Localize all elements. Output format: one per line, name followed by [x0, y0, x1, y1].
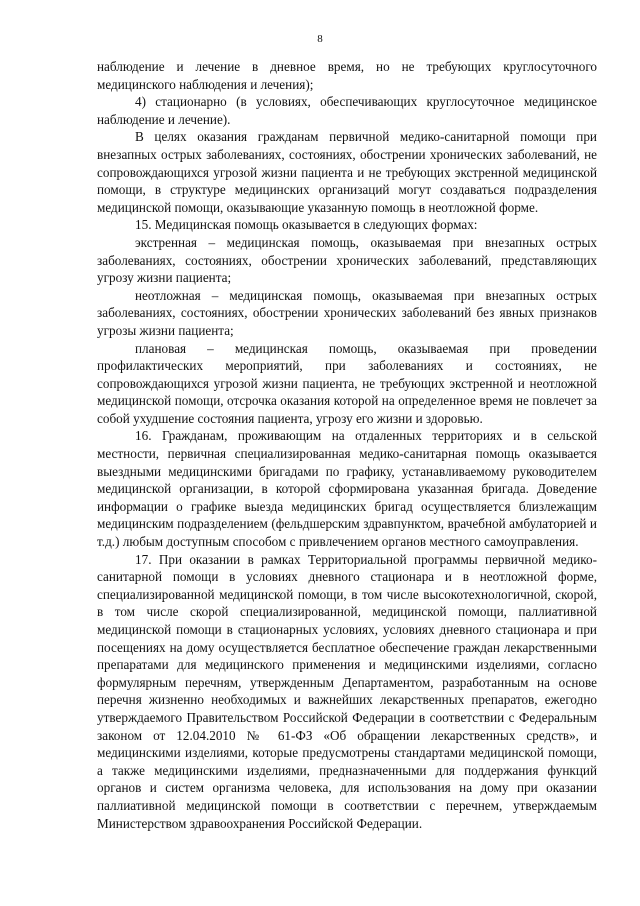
paragraph-urgent-form: неотложная – медицинская помощь, оказываемая при внезапных острых заболеваниях, состояниях, обострении хронических заболеваний без явных признаков угрозы жизни пациента;: [97, 287, 597, 338]
paragraph-emergency-form: экстренная – медицинская помощь, оказываемая при внезапных острых заболеваниях, состояниях, обострении хронических заболеваний, представляющих угрозу жизни пациента;: [97, 234, 597, 286]
paragraph-urgent-care-units: В целях оказания гражданам первичной медико-санитарной помощи при внезапных острых заболеваниях, состояниях, обострении хронических заболеваний, не сопровождающихся угрозой жизни пациента и не требующих экстренной медицинской помощи, в структуре медицинских организаций могут создаваться подразделения медицинской помощи, оказывающие указанную помощь в неотложной форме.: [97, 129, 597, 215]
paragraph-continuation: наблюдение и лечение в дневное время, но не требующих круглосуточного медицинского наблюдения и лечения);: [97, 59, 597, 92]
paragraph-section-17: 17. При оказании в рамках Территориальной программы первичной медико-санитарной помощи в условиях дневного стационара и в неотложной форме, специализированной медицинской помощи, в том числе высокотехнологичной, скорой, в том числе скорой специализированной, медицинской помощи, паллиативной медицинской помощи в стационарных условиях, условиях дневного стационара и при посещениях на дому осуществляется бесплатное обеспечение граждан лекарственными препаратами для медицинского применения и медицинскими изделиями, согласно формулярным перечням, утвержденным Департаментом, разработанным на основе перечня жизненно необходимых и важнейших лекарственных препаратов, ежегодно утверждаемого Правительством Российской Федерации в соответствии с Федеральным законом от 12.04.2010 № 61-ФЗ «Об обращении лекарственных средств», и медицинскими изделиями, которые предусмотрены стандартами медицинской помощи, а также медицинскими изделиями, предназначенными для поддержания функций органов и систем организма человека, для использования на дому при оказании паллиативной медицинской помощи в соответствии с перечнем, утверждаемым Министерством здравоохранения Российской Федерации.: [97, 551, 597, 831]
paragraph-section-16: 16. Гражданам, проживающим на отдаленных территориях и в сельской местности, первичная специализированная медико-санитарная помощь оказывается выездными медицинскими бригадами по графику, устанавливаемому руководителем медицинской организации, в которой сформирована указанная бригада. Доведение информации о графике выезда медицинских бригад осуществляется близлежащим медицинским подразделением (фельдшерским здравпунктом, врачебной амбулаторией и т.д.) любым доступным способом с привлечением органов местного самоуправления.: [97, 428, 597, 550]
paragraph-planned-form: плановая – медицинская помощь, оказываемая при проведении профилактических мероприятий, при заболеваниях и состояниях, не сопровождающихся угрозой жизни пациента, не требующих экстренной и неотложной медицинской помощи, отсрочка оказания которой на определенное время не повлечет за собой ухудшение состояния пациента, угрозу его жизни и здоровью.: [97, 340, 597, 426]
page-number: 8: [317, 33, 323, 45]
document-body: [97, 58, 597, 832]
paragraph-section-15: 15. Медицинская помощь оказывается в следующих формах:: [135, 217, 478, 233]
paragraph-item-4: 4) стационарно (в условиях, обеспечивающих круглосуточное медицинское наблюдение и лечение).: [97, 94, 597, 127]
